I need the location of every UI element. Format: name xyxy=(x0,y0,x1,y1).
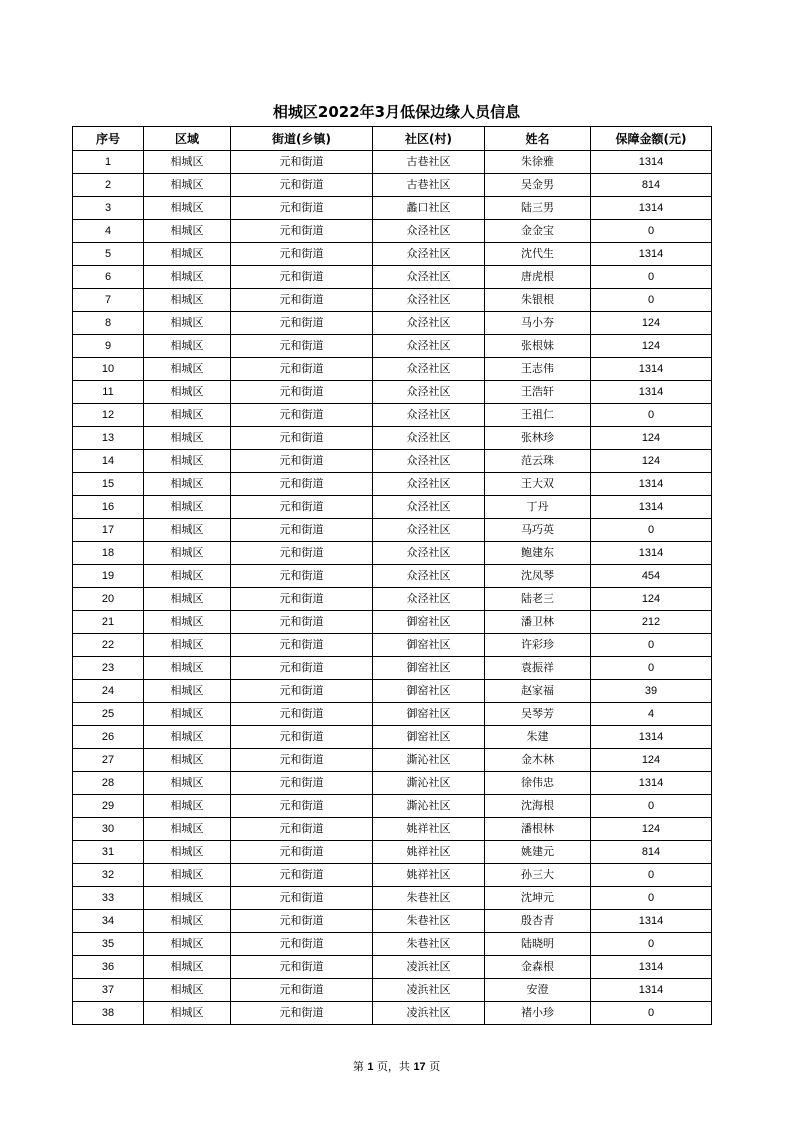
cell-district: 相城区 xyxy=(144,450,231,473)
cell-community: 澌沁社区 xyxy=(373,772,485,795)
table-row xyxy=(73,519,712,542)
table-row xyxy=(73,910,712,933)
cell-district: 相城区 xyxy=(144,335,231,358)
column-header-district: 区域 xyxy=(144,127,231,151)
cell-name: 鲍建东 xyxy=(485,542,591,565)
cell-community: 古巷社区 xyxy=(373,151,485,174)
table-row xyxy=(73,427,712,450)
cell-community: 众泾社区 xyxy=(373,266,485,289)
cell-amount: 124 xyxy=(591,749,712,772)
cell-amount: 0 xyxy=(591,266,712,289)
cell-district: 相城区 xyxy=(144,933,231,956)
cell-street: 元和街道 xyxy=(231,772,373,795)
cell-name: 朱建 xyxy=(485,726,591,749)
cell-district: 相城区 xyxy=(144,404,231,427)
cell-seq: 19 xyxy=(73,565,144,588)
cell-district: 相城区 xyxy=(144,1002,231,1025)
cell-street: 元和街道 xyxy=(231,404,373,427)
cell-amount: 1314 xyxy=(591,473,712,496)
cell-district: 相城区 xyxy=(144,726,231,749)
cell-amount: 1314 xyxy=(591,956,712,979)
cell-seq: 37 xyxy=(73,979,144,1002)
cell-name: 潘卫林 xyxy=(485,611,591,634)
cell-name: 沈坤元 xyxy=(485,887,591,910)
table-row xyxy=(73,565,712,588)
table-row xyxy=(73,335,712,358)
cell-seq: 9 xyxy=(73,335,144,358)
cell-seq: 24 xyxy=(73,680,144,703)
cell-community: 朱巷社区 xyxy=(373,887,485,910)
table-row xyxy=(73,1002,712,1025)
cell-community: 众泾社区 xyxy=(373,496,485,519)
cell-amount: 124 xyxy=(591,450,712,473)
cell-district: 相城区 xyxy=(144,680,231,703)
cell-district: 相城区 xyxy=(144,703,231,726)
cell-name: 许彩珍 xyxy=(485,634,591,657)
cell-name: 王志伟 xyxy=(485,358,591,381)
cell-seq: 7 xyxy=(73,289,144,312)
cell-name: 安澄 xyxy=(485,979,591,1002)
cell-seq: 18 xyxy=(73,542,144,565)
cell-amount: 454 xyxy=(591,565,712,588)
cell-name: 徐伟忠 xyxy=(485,772,591,795)
cell-district: 相城区 xyxy=(144,611,231,634)
cell-community: 澌沁社区 xyxy=(373,795,485,818)
cell-seq: 8 xyxy=(73,312,144,335)
table-row xyxy=(73,243,712,266)
table-row xyxy=(73,358,712,381)
column-header-seq: 序号 xyxy=(73,127,144,151)
column-header-amount: 保障金额(元) xyxy=(591,127,712,151)
cell-district: 相城区 xyxy=(144,197,231,220)
cell-amount: 1314 xyxy=(591,542,712,565)
cell-name: 朱徐雅 xyxy=(485,151,591,174)
cell-district: 相城区 xyxy=(144,841,231,864)
table-row xyxy=(73,266,712,289)
cell-amount: 124 xyxy=(591,818,712,841)
cell-name: 金金宝 xyxy=(485,220,591,243)
cell-name: 王浩轩 xyxy=(485,381,591,404)
table-row xyxy=(73,979,712,1002)
cell-street: 元和街道 xyxy=(231,841,373,864)
cell-street: 元和街道 xyxy=(231,381,373,404)
cell-amount: 1314 xyxy=(591,910,712,933)
footer-mid: 页，共 xyxy=(376,1060,410,1073)
cell-seq: 5 xyxy=(73,243,144,266)
cell-district: 相城区 xyxy=(144,887,231,910)
cell-seq: 2 xyxy=(73,174,144,197)
cell-amount: 1314 xyxy=(591,979,712,1002)
cell-seq: 20 xyxy=(73,588,144,611)
cell-street: 元和街道 xyxy=(231,680,373,703)
cell-seq: 30 xyxy=(73,818,144,841)
cell-name: 王祖仁 xyxy=(485,404,591,427)
cell-street: 元和街道 xyxy=(231,887,373,910)
cell-seq: 27 xyxy=(73,749,144,772)
cell-street: 元和街道 xyxy=(231,243,373,266)
cell-seq: 21 xyxy=(73,611,144,634)
cell-name: 唐虎根 xyxy=(485,266,591,289)
cell-amount: 4 xyxy=(591,703,712,726)
cell-district: 相城区 xyxy=(144,151,231,174)
cell-seq: 4 xyxy=(73,220,144,243)
table-row xyxy=(73,749,712,772)
cell-amount: 39 xyxy=(591,680,712,703)
assistance-table xyxy=(72,126,712,1025)
cell-community: 朱巷社区 xyxy=(373,933,485,956)
cell-district: 相城区 xyxy=(144,289,231,312)
cell-amount: 1314 xyxy=(591,151,712,174)
table-row xyxy=(73,496,712,519)
cell-district: 相城区 xyxy=(144,496,231,519)
cell-district: 相城区 xyxy=(144,749,231,772)
table-row xyxy=(73,772,712,795)
cell-community: 众泾社区 xyxy=(373,450,485,473)
cell-district: 相城区 xyxy=(144,795,231,818)
cell-amount: 1314 xyxy=(591,243,712,266)
cell-street: 元和街道 xyxy=(231,818,373,841)
cell-community: 御窑社区 xyxy=(373,680,485,703)
cell-district: 相城区 xyxy=(144,358,231,381)
table-row xyxy=(73,197,712,220)
table-body xyxy=(73,151,712,1025)
footer-suffix: 页 xyxy=(429,1060,441,1073)
table-header-row xyxy=(73,127,712,151)
table-row xyxy=(73,818,712,841)
cell-community: 众泾社区 xyxy=(373,220,485,243)
cell-street: 元和街道 xyxy=(231,151,373,174)
table-row xyxy=(73,726,712,749)
table-row xyxy=(73,312,712,335)
cell-street: 元和街道 xyxy=(231,450,373,473)
cell-amount: 0 xyxy=(591,1002,712,1025)
cell-community: 众泾社区 xyxy=(373,519,485,542)
table-row xyxy=(73,542,712,565)
cell-name: 朱银根 xyxy=(485,289,591,312)
table-row xyxy=(73,220,712,243)
cell-seq: 26 xyxy=(73,726,144,749)
cell-district: 相城区 xyxy=(144,220,231,243)
cell-amount: 0 xyxy=(591,795,712,818)
table-row xyxy=(73,956,712,979)
cell-name: 金木林 xyxy=(485,749,591,772)
cell-seq: 31 xyxy=(73,841,144,864)
cell-seq: 32 xyxy=(73,864,144,887)
cell-amount: 1314 xyxy=(591,772,712,795)
cell-street: 元和街道 xyxy=(231,565,373,588)
cell-name: 沈代生 xyxy=(485,243,591,266)
cell-name: 吴金男 xyxy=(485,174,591,197)
cell-seq: 29 xyxy=(73,795,144,818)
cell-seq: 14 xyxy=(73,450,144,473)
cell-amount: 0 xyxy=(591,404,712,427)
cell-street: 元和街道 xyxy=(231,726,373,749)
cell-community: 姚祥社区 xyxy=(373,841,485,864)
cell-amount: 124 xyxy=(591,312,712,335)
cell-amount: 1314 xyxy=(591,197,712,220)
cell-district: 相城区 xyxy=(144,910,231,933)
table-row xyxy=(73,795,712,818)
cell-amount: 0 xyxy=(591,864,712,887)
cell-seq: 34 xyxy=(73,910,144,933)
cell-seq: 10 xyxy=(73,358,144,381)
cell-street: 元和街道 xyxy=(231,312,373,335)
cell-community: 众泾社区 xyxy=(373,565,485,588)
cell-street: 元和街道 xyxy=(231,220,373,243)
cell-community: 御窑社区 xyxy=(373,726,485,749)
cell-name: 沈海根 xyxy=(485,795,591,818)
table-row xyxy=(73,634,712,657)
cell-district: 相城区 xyxy=(144,634,231,657)
cell-seq: 15 xyxy=(73,473,144,496)
cell-community: 众泾社区 xyxy=(373,358,485,381)
cell-community: 澌沁社区 xyxy=(373,749,485,772)
cell-amount: 212 xyxy=(591,611,712,634)
cell-street: 元和街道 xyxy=(231,519,373,542)
cell-seq: 13 xyxy=(73,427,144,450)
cell-street: 元和街道 xyxy=(231,749,373,772)
cell-name: 沈凤琴 xyxy=(485,565,591,588)
table-row xyxy=(73,151,712,174)
cell-street: 元和街道 xyxy=(231,358,373,381)
cell-district: 相城区 xyxy=(144,979,231,1002)
cell-seq: 22 xyxy=(73,634,144,657)
cell-district: 相城区 xyxy=(144,473,231,496)
table-row xyxy=(73,473,712,496)
cell-name: 殷杏青 xyxy=(485,910,591,933)
column-header-street: 街道(乡镇) xyxy=(231,127,373,151)
cell-name: 吴琴芳 xyxy=(485,703,591,726)
cell-district: 相城区 xyxy=(144,588,231,611)
cell-street: 元和街道 xyxy=(231,864,373,887)
table-row xyxy=(73,289,712,312)
cell-street: 元和街道 xyxy=(231,956,373,979)
cell-amount: 1314 xyxy=(591,358,712,381)
table-row xyxy=(73,680,712,703)
cell-seq: 17 xyxy=(73,519,144,542)
cell-district: 相城区 xyxy=(144,243,231,266)
page-footer xyxy=(0,1058,793,1074)
cell-amount: 0 xyxy=(591,519,712,542)
cell-street: 元和街道 xyxy=(231,542,373,565)
cell-community: 众泾社区 xyxy=(373,381,485,404)
cell-name: 褚小珍 xyxy=(485,1002,591,1025)
cell-street: 元和街道 xyxy=(231,795,373,818)
cell-name: 袁振祥 xyxy=(485,657,591,680)
cell-community: 众泾社区 xyxy=(373,404,485,427)
cell-street: 元和街道 xyxy=(231,473,373,496)
footer-page-number: 1 xyxy=(367,1061,374,1073)
cell-community: 众泾社区 xyxy=(373,473,485,496)
cell-street: 元和街道 xyxy=(231,266,373,289)
cell-amount: 0 xyxy=(591,634,712,657)
cell-amount: 0 xyxy=(591,220,712,243)
cell-street: 元和街道 xyxy=(231,335,373,358)
cell-street: 元和街道 xyxy=(231,703,373,726)
cell-community: 御窑社区 xyxy=(373,634,485,657)
cell-community: 众泾社区 xyxy=(373,335,485,358)
cell-seq: 35 xyxy=(73,933,144,956)
cell-district: 相城区 xyxy=(144,519,231,542)
cell-street: 元和街道 xyxy=(231,174,373,197)
cell-district: 相城区 xyxy=(144,818,231,841)
cell-seq: 33 xyxy=(73,887,144,910)
cell-seq: 36 xyxy=(73,956,144,979)
table-row xyxy=(73,381,712,404)
cell-amount: 1314 xyxy=(591,381,712,404)
cell-name: 张根妹 xyxy=(485,335,591,358)
footer-prefix: 第 xyxy=(352,1060,364,1073)
cell-name: 赵家福 xyxy=(485,680,591,703)
cell-name: 潘根林 xyxy=(485,818,591,841)
cell-district: 相城区 xyxy=(144,956,231,979)
cell-name: 王大双 xyxy=(485,473,591,496)
cell-street: 元和街道 xyxy=(231,910,373,933)
cell-street: 元和街道 xyxy=(231,657,373,680)
cell-community: 御窑社区 xyxy=(373,657,485,680)
cell-name: 陆晓明 xyxy=(485,933,591,956)
cell-street: 元和街道 xyxy=(231,979,373,1002)
cell-community: 众泾社区 xyxy=(373,542,485,565)
cell-seq: 12 xyxy=(73,404,144,427)
cell-district: 相城区 xyxy=(144,312,231,335)
table-row xyxy=(73,588,712,611)
cell-street: 元和街道 xyxy=(231,496,373,519)
table-row xyxy=(73,404,712,427)
cell-seq: 23 xyxy=(73,657,144,680)
cell-district: 相城区 xyxy=(144,772,231,795)
cell-street: 元和街道 xyxy=(231,933,373,956)
cell-community: 御窑社区 xyxy=(373,703,485,726)
cell-seq: 1 xyxy=(73,151,144,174)
cell-name: 陆老三 xyxy=(485,588,591,611)
cell-community: 凌浜社区 xyxy=(373,956,485,979)
cell-street: 元和街道 xyxy=(231,634,373,657)
cell-community: 古巷社区 xyxy=(373,174,485,197)
table-row xyxy=(73,864,712,887)
cell-amount: 0 xyxy=(591,657,712,680)
cell-amount: 124 xyxy=(591,335,712,358)
cell-amount: 814 xyxy=(591,174,712,197)
table-row xyxy=(73,174,712,197)
cell-name: 金森根 xyxy=(485,956,591,979)
cell-community: 众泾社区 xyxy=(373,312,485,335)
table-row xyxy=(73,933,712,956)
cell-district: 相城区 xyxy=(144,266,231,289)
footer-total-pages: 17 xyxy=(413,1061,426,1073)
table-row xyxy=(73,887,712,910)
cell-district: 相城区 xyxy=(144,864,231,887)
cell-name: 范云珠 xyxy=(485,450,591,473)
cell-street: 元和街道 xyxy=(231,1002,373,1025)
cell-community: 凌浜社区 xyxy=(373,979,485,1002)
cell-street: 元和街道 xyxy=(231,197,373,220)
cell-community: 众泾社区 xyxy=(373,588,485,611)
table-row xyxy=(73,841,712,864)
cell-name: 马小夯 xyxy=(485,312,591,335)
cell-amount: 1314 xyxy=(591,726,712,749)
cell-community: 朱巷社区 xyxy=(373,910,485,933)
cell-district: 相城区 xyxy=(144,427,231,450)
cell-seq: 6 xyxy=(73,266,144,289)
cell-community: 凌浜社区 xyxy=(373,1002,485,1025)
cell-name: 马巧英 xyxy=(485,519,591,542)
cell-name: 陆三男 xyxy=(485,197,591,220)
cell-seq: 25 xyxy=(73,703,144,726)
cell-amount: 124 xyxy=(591,427,712,450)
cell-community: 众泾社区 xyxy=(373,289,485,312)
cell-name: 姚建元 xyxy=(485,841,591,864)
column-header-community: 社区(村) xyxy=(373,127,485,151)
cell-community: 姚祥社区 xyxy=(373,818,485,841)
cell-name: 丁丹 xyxy=(485,496,591,519)
cell-community: 姚祥社区 xyxy=(373,864,485,887)
cell-district: 相城区 xyxy=(144,657,231,680)
cell-amount: 0 xyxy=(591,887,712,910)
cell-district: 相城区 xyxy=(144,565,231,588)
page-title: 相城区2022年3月低保边缘人员信息 xyxy=(272,103,521,121)
cell-seq: 3 xyxy=(73,197,144,220)
cell-community: 蠡口社区 xyxy=(373,197,485,220)
cell-amount: 814 xyxy=(591,841,712,864)
cell-name: 孙三大 xyxy=(485,864,591,887)
cell-seq: 28 xyxy=(73,772,144,795)
cell-seq: 38 xyxy=(73,1002,144,1025)
cell-seq: 11 xyxy=(73,381,144,404)
cell-community: 御窑社区 xyxy=(373,611,485,634)
cell-district: 相城区 xyxy=(144,542,231,565)
cell-street: 元和街道 xyxy=(231,289,373,312)
cell-amount: 0 xyxy=(591,933,712,956)
cell-seq: 16 xyxy=(73,496,144,519)
cell-community: 众泾社区 xyxy=(373,427,485,450)
cell-district: 相城区 xyxy=(144,174,231,197)
cell-name: 张林珍 xyxy=(485,427,591,450)
cell-amount: 124 xyxy=(591,588,712,611)
cell-street: 元和街道 xyxy=(231,588,373,611)
cell-street: 元和街道 xyxy=(231,427,373,450)
cell-amount: 0 xyxy=(591,289,712,312)
column-header-name: 姓名 xyxy=(485,127,591,151)
cell-amount: 1314 xyxy=(591,496,712,519)
cell-street: 元和街道 xyxy=(231,611,373,634)
cell-district: 相城区 xyxy=(144,381,231,404)
table-row xyxy=(73,657,712,680)
table-row xyxy=(73,703,712,726)
table-row xyxy=(73,611,712,634)
cell-community: 众泾社区 xyxy=(373,243,485,266)
table-row xyxy=(73,450,712,473)
